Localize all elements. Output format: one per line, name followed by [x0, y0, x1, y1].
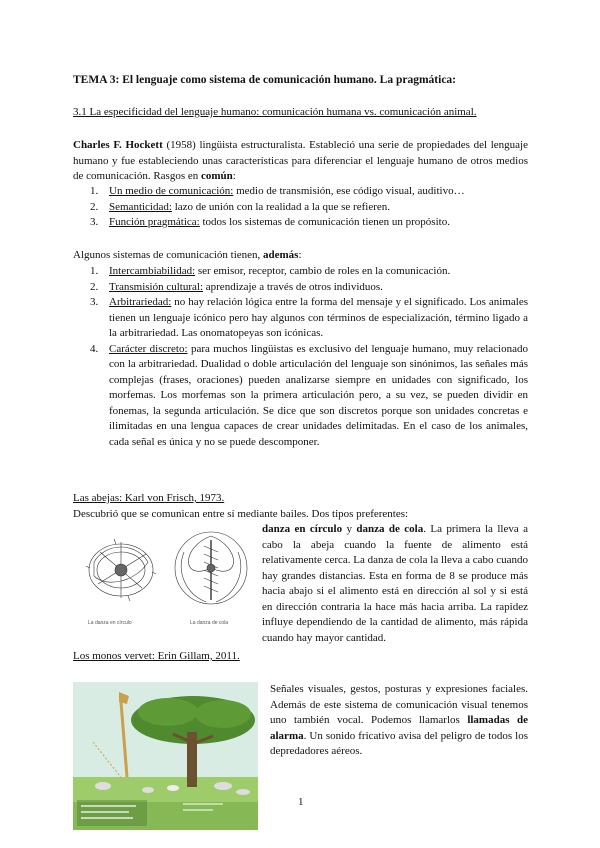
monkeys-bold: llamadas de alarma — [270, 714, 528, 742]
monkeys-heading: Los monos vervet: Erin Gillam, 2011. — [73, 650, 240, 662]
bees-line1: Descubrió que se comunican entre sí mediante bailes. Dos tipos preferentes: — [73, 508, 409, 520]
bees-paragraph — [262, 522, 528, 646]
round-dance-caption: La danza en círculo — [88, 620, 132, 626]
bees-dance2: danza de cola — [356, 523, 424, 535]
list-item — [73, 184, 528, 200]
hockett-bold: común — [201, 170, 233, 182]
list-term: Arbitrariedad: — [109, 296, 172, 308]
bees-rest: . La primera la lleva a cabo la abeja cuando la fuente de alimento está relativamente cerca. La danza de cola la lleva a cabo cuando hay grandes distancias. Esta en forma de 8 se produce más hacia abajo si el alimento está en dirección al sol y si está en dirección contraria la hace más hacia arriba. La rapidez influye dependiendo de la cantidad de alimento, más rápida cuando hay mayor cantidad. — [262, 523, 528, 644]
vervet-illustration — [73, 682, 258, 830]
list-term: Intercambiabilidad: — [109, 265, 196, 277]
list-term: Carácter discreto: — [109, 342, 188, 355]
list-item — [73, 200, 528, 216]
algunos-text: Algunos sistemas de comunicación tienen, — [73, 249, 264, 261]
list-term: Función pragmática: — [109, 216, 200, 228]
list-number: 4. — [90, 342, 99, 355]
list-term: Semanticidad: — [109, 200, 172, 213]
page-title: TEMA 3: El lenguaje como sistema de comunicación humano. La pragmática: — [73, 74, 456, 86]
list-number: 3. — [90, 216, 99, 228]
list-item — [73, 280, 528, 296]
list-number: 3. — [90, 296, 99, 308]
list-text: aprendizaje a través de otros individuos. — [203, 280, 383, 293]
section-heading: 3.1 La especificidad del lenguaje humano: comunicación humana vs. comunicación animal. — [73, 106, 477, 118]
bee-dance-illustration — [76, 522, 256, 632]
algunos-colon: : — [298, 249, 302, 261]
list-text: ser emisor, receptor, cambio de roles en la comunicación. — [195, 265, 451, 277]
list-text: para muchos lingüistas es exclusivo del lenguaje humano, muy relacionado con la arbitrariedad. Dualidad o doble articulación del lenguaje son sinónimos, las señales más complejas (frases, oraciones) pueden analizarse siempre en unidades con significado, los morfemas. Los morfemas son la primera articulación pero, a su vez, se pueden dividir en fonemas, la segunda articulación. Se dice que son discretos porque son unidades concretas e ilimitadas en una lengua capaces de crear unidades delimitadas. En el caso de los animales, cada señal es única y no se puede descomponer. — [109, 342, 528, 448]
waggle-dance-figure — [175, 532, 247, 604]
list-text: medio de transmisión, ese código visual, auditivo… — [233, 185, 465, 197]
list-number: 2. — [90, 280, 99, 293]
hockett-colon: : — [232, 170, 236, 182]
hockett-paragraph — [73, 138, 528, 185]
bees-dance1: danza en círculo — [262, 523, 343, 535]
bees-heading: Las abejas: Karl von Frisch, 1973. — [73, 492, 225, 504]
list-item — [73, 215, 528, 231]
round-dance-figure — [86, 539, 156, 601]
list-number: 2. — [90, 200, 99, 213]
hockett-text: (1958) lingüista estructuralista. Estableció una serie de propiedades del lenguaje humano y fue estableciendo unas características para diferenciar el lenguaje humano de otros medios de comunicación. Rasgos en — [73, 139, 528, 182]
bees-and: y — [342, 523, 357, 535]
list-item — [73, 264, 528, 280]
list-text: no hay relación lógica entre la forma del mensaje y el significado. Los animales tienen un lenguaje icónico pero hay algunos con términos de especialización, término ligado a la arbitrariedad. Las onomatopeyas son icónicas. — [109, 296, 528, 339]
algunos-paragraph — [73, 248, 528, 264]
monkeys-paragraph — [270, 682, 528, 760]
monkeys-post: . Un sonido fricativo avisa del peligro de todos los depredadores aéreos. — [270, 729, 528, 757]
bees-first-line — [73, 507, 528, 523]
list-text: todos los sistemas de comunicación tienen un propósito. — [199, 216, 450, 228]
hockett-name: Charles F. Hockett — [73, 139, 163, 151]
list-text: lazo de unión con la realidad a la que se refieren. — [171, 200, 390, 213]
extra-list — [73, 264, 528, 450]
common-list — [73, 184, 528, 231]
bee-dance-svg — [76, 522, 256, 632]
vervet-svg — [73, 682, 258, 830]
list-item — [73, 295, 528, 342]
list-term: Transmisión cultural: — [109, 280, 204, 293]
list-term: Un medio de comunicación: — [109, 185, 234, 197]
monkeys-text: Señales visuales, gestos, posturas y expresiones faciales. Además de este sistema de comunicación visual tenemos uno también vocal. Podemos llamarlos — [270, 683, 528, 726]
list-number: 1. — [90, 265, 99, 277]
algunos-bold: además — [263, 249, 299, 261]
page-number: 1 — [298, 796, 304, 808]
list-number: 1. — [90, 185, 99, 197]
list-item — [73, 342, 528, 451]
waggle-dance-caption: La danza de cola — [190, 620, 229, 626]
